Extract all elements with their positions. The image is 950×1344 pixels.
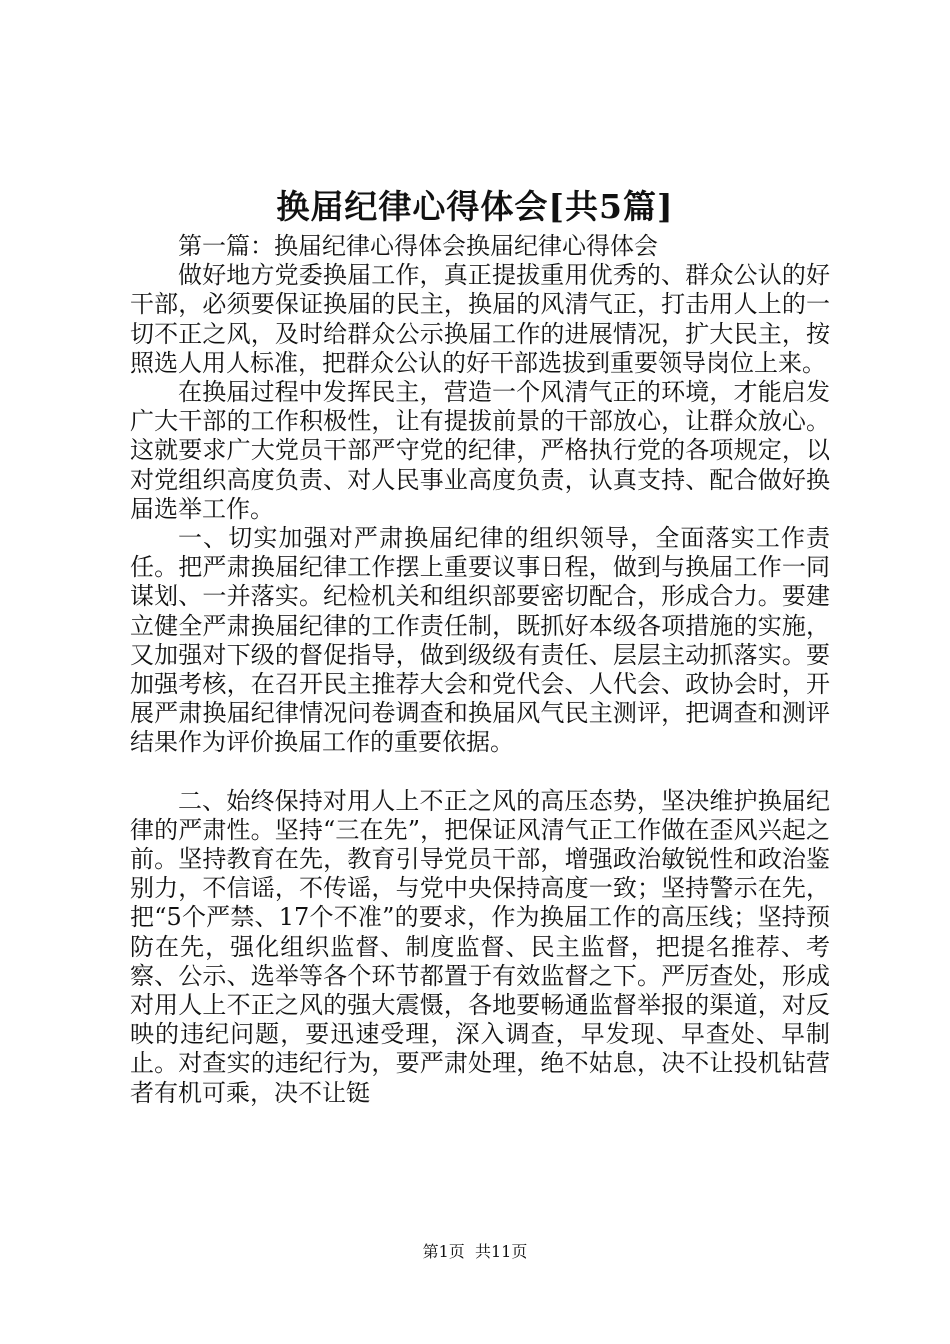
document-title: 换届纪律心得体会[共5篇] (276, 187, 674, 226)
section-heading: 第一篇：换届纪律心得体会换届纪律心得体会 (178, 232, 658, 260)
page-total: 共11页 (474, 1242, 528, 1261)
paragraph-1: 做好地方党委换届工作，真正提拔重用优秀的、群众公认的好干部，必须要保证换届的民主，换届的风清气正，打击用人上的一切不正之风，及时给群众公示换届工作的进展情况，扩大民主，按照选人用人标准，把群众公认的好干部选拔到重要领导岗位上来。 (130, 261, 830, 377)
document-body (130, 232, 830, 1108)
page-number: 第1页 (422, 1242, 465, 1261)
page-footer (0, 1240, 950, 1264)
paragraph-2: 在换届过程中发挥民主，营造一个风清气正的环境，才能启发广大干部的工作积极性，让有提拔前景的干部放心，让群众放心。这就要求广大党员干部严守党的纪律，严格执行党的各项规定，以对党组织高度负责、对人民事业高度负责，认真支持、配合做好换届选举工作。 (130, 378, 830, 523)
paragraph-4: 二、始终保持对用人上不正之风的高压态势，坚决维护换届纪律的严肃性。坚持“三在先”，把保证风清气正工作做在歪风兴起之前。坚持教育在先，教育引导党员干部，增强政治敏锐性和政治鉴别力，不信谣，不传谣，与党中央保持高度一致；坚持警示在先，把“5个严禁、17个不准”的要求，作为换届工作的高压线；坚持预防在先，强化组织监督、制度监督、民主监督，把提名推荐、考察、公示、选举等各个环节都置于有效监督之下。严厉查处，形成对用人上不正之风的强大震慑，各地要畅通监督举报的渠道，对反映的违纪问题，要迅速受理，深入调查，早发现、早查处、早制止。对查实的违纪行为，要严肃处理，绝不姑息，决不让投机钻营者有机可乘，决不让铤 (130, 786, 830, 1107)
paragraph-spacer (130, 758, 830, 787)
paragraph-3: 一、切实加强对严肃换届纪律的组织领导，全面落实工作责任。把严肃换届纪律工作摆上重要议事日程，做到与换届工作一同谋划、一并落实。纪检机关和组织部要密切配合，形成合力。要建立健全严肃换届纪律的工作责任制，既抓好本级各项措施的实施，又加强对下级的督促指导，做到级级有责任、层层主动抓落实。要加强考核，在召开民主推荐大会和党代会、人代会、政协会时，开展严肃换届纪律情况问卷调查和换届风气民主测评，把调查和测评结果作为评价换届工作的重要依据。 (130, 524, 830, 757)
